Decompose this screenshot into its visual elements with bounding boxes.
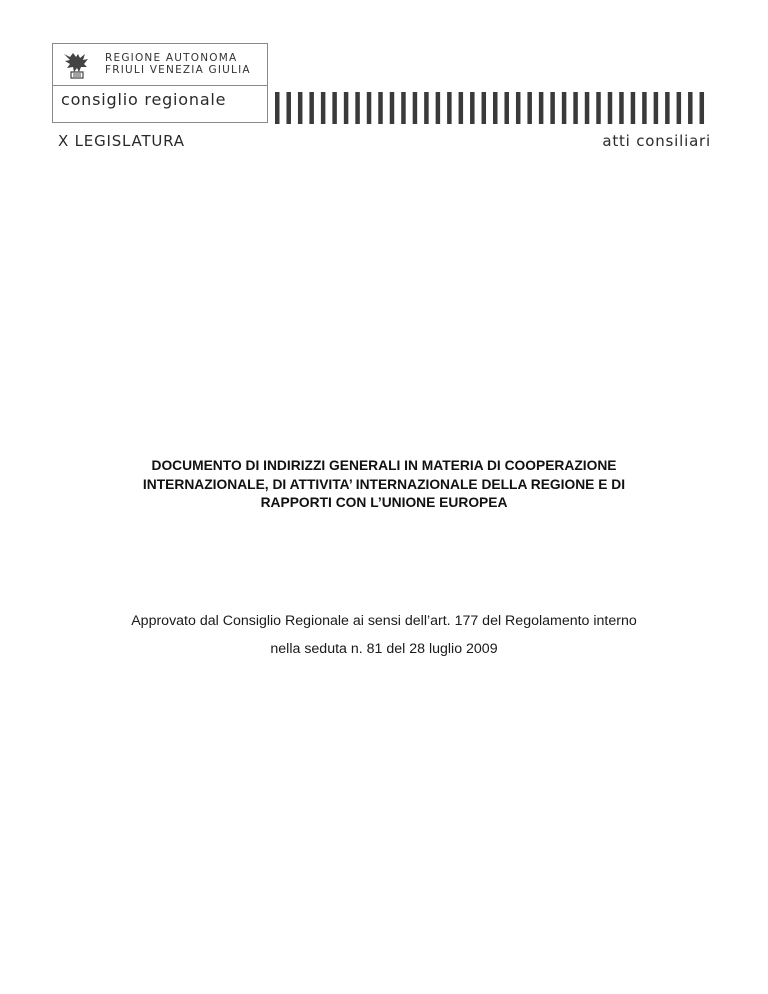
- barcode-bar: [286, 92, 291, 124]
- barcode-bar: [573, 92, 578, 124]
- eagle-crest-icon: [61, 48, 93, 82]
- barcode-bar: [631, 92, 636, 124]
- region-name-line2: FRIULI VENEZIA GIULIA: [105, 64, 251, 76]
- barcode-bar: [275, 92, 280, 124]
- barcode-bar: [677, 92, 682, 124]
- barcode-bar: [332, 92, 337, 124]
- council-name: consiglio regionale: [61, 90, 227, 109]
- document-title-line3: RAPPORTI CON L’UNIONE EUROPEA: [260, 495, 508, 510]
- masthead-box: [52, 43, 268, 123]
- barcode-bar: [527, 92, 532, 124]
- barcode-bar: [413, 92, 418, 124]
- barcode-bar: [355, 92, 360, 124]
- series-label: atti consiliari: [602, 132, 711, 150]
- barcode-bar: [493, 92, 498, 124]
- barcode-bar: [321, 92, 326, 124]
- document-title-line1: DOCUMENTO DI INDIRIZZI GENERALI IN MATERIA DI COOPERAZIONE: [151, 458, 617, 473]
- region-name-line1: REGIONE AUTONOMA: [105, 52, 238, 64]
- barcode-bar: [550, 92, 555, 124]
- legislature-label: X LEGISLATURA: [58, 132, 185, 150]
- barcode-stripe: [275, 92, 711, 124]
- barcode-bar: [688, 92, 693, 124]
- barcode-bar: [459, 92, 464, 124]
- approval-line1: Approvato dal Consiglio Regionale ai sensi dell’art. 177 del Regolamento interno: [131, 613, 637, 629]
- approval-line2: nella seduta n. 81 del 28 luglio 2009: [270, 641, 498, 657]
- barcode-bar: [539, 92, 544, 124]
- barcode-bar: [401, 92, 406, 124]
- region-name: [105, 52, 251, 76]
- barcode-bar: [596, 92, 601, 124]
- barcode-bar: [516, 92, 521, 124]
- document-title: [84, 457, 684, 513]
- barcode-bar: [504, 92, 509, 124]
- barcode-bar: [585, 92, 590, 124]
- barcode-bar: [298, 92, 303, 124]
- barcode-bar: [378, 92, 383, 124]
- barcode-bar: [424, 92, 429, 124]
- masthead-divider: [53, 85, 267, 86]
- barcode-bar: [654, 92, 659, 124]
- barcode-bar: [619, 92, 624, 124]
- barcode-bar: [608, 92, 613, 124]
- barcode-bar: [700, 92, 705, 124]
- barcode-bar: [470, 92, 475, 124]
- barcode-bar: [447, 92, 452, 124]
- barcode-bar: [390, 92, 395, 124]
- barcode-bar: [309, 92, 314, 124]
- barcode-bar: [642, 92, 647, 124]
- barcode-bar: [436, 92, 441, 124]
- barcode-bar: [344, 92, 349, 124]
- barcode-bar: [562, 92, 567, 124]
- approval-note: [60, 607, 708, 663]
- document-title-line2: INTERNAZIONALE, DI ATTIVITA’ INTERNAZIONALE DELLA REGIONE E DI: [142, 476, 626, 492]
- barcode-bar: [367, 92, 372, 124]
- barcode-bar: [665, 92, 670, 124]
- barcode-bar: [482, 92, 487, 124]
